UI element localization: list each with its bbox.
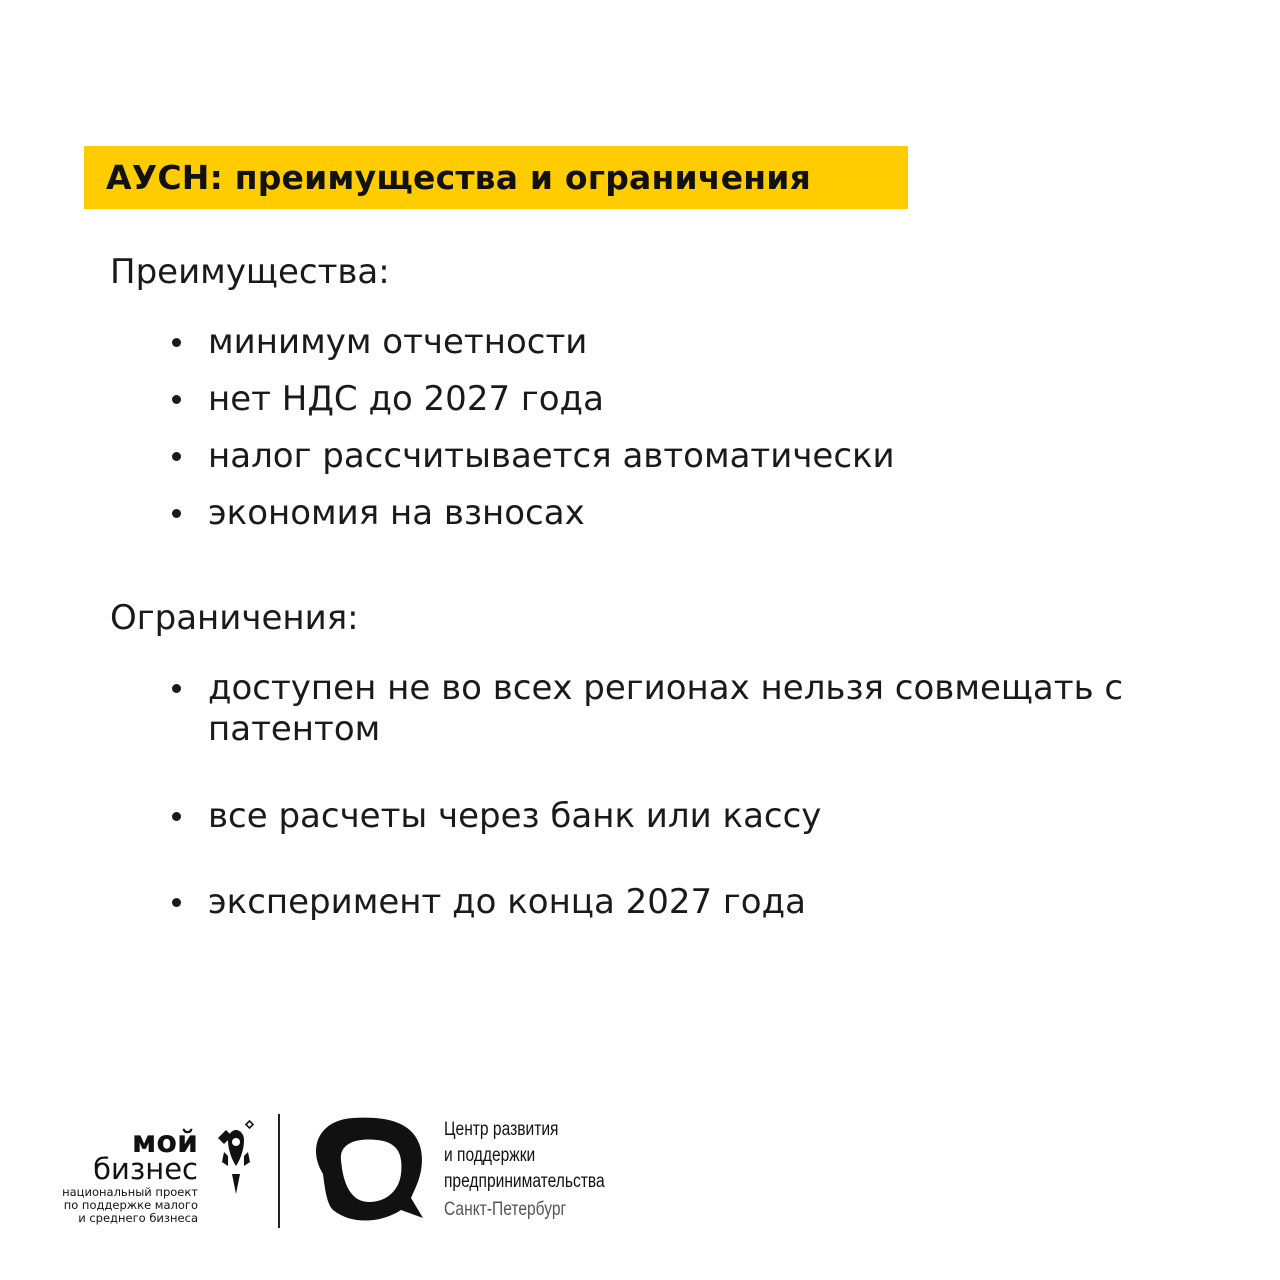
rocket-pin-icon [214,1120,258,1200]
advantage-item: экономия на взносах [208,493,585,533]
center-name-line3: предпринимательства [444,1171,605,1192]
limitation-item: доступен не во всех регионах нельзя совмещать с патентом [208,668,1124,749]
advantage-item: минимум отчетности [208,322,588,362]
center-city: Санкт-Петербург [444,1199,567,1220]
logo-caption-3: и среднего бизнеса [78,1211,198,1225]
footer-divider [278,1114,280,1228]
center-name-line1: Центр развития [444,1119,559,1140]
logo-word-moy: мой [131,1125,198,1160]
logo-word-biznes: бизнес [93,1152,198,1186]
logo-caption-2: по поддержке малого [63,1198,198,1212]
moy-biznes-logo [60,1120,270,1230]
bullet-dot [172,509,181,518]
bullet-dot [172,395,181,404]
speech-bubble-logo-icon [303,1114,429,1228]
limitations-heading: Ограничения: [110,598,359,638]
page-title: АУСН: преимущества и ограничения [106,158,811,197]
limitation-item: эксперимент до конца 2027 года [208,882,806,922]
advantages-heading: Преимущества: [110,252,390,292]
bullet-dot [172,684,181,693]
bullet-dot [172,338,181,347]
title-banner [84,146,908,209]
limitation-item: все расчеты через банк или кассу [208,796,822,836]
advantage-item: налог рассчитывается автоматически [208,436,895,476]
advantage-item: нет НДС до 2027 года [208,379,604,419]
center-name-line2: и поддержки [444,1145,536,1166]
bullet-dot [172,898,181,907]
bullet-dot [172,452,181,461]
bullet-dot [172,812,181,821]
logo-caption-1: национальный проект [62,1185,198,1199]
